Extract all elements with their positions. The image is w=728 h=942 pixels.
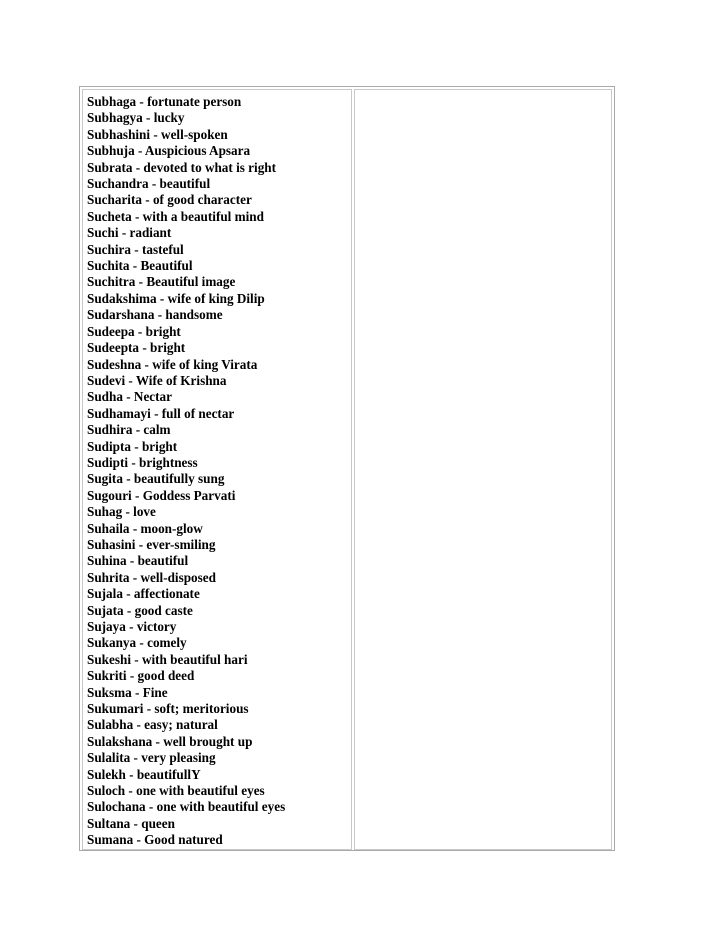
name-list — [87, 94, 351, 849]
name-entry: Sudarshana - handsome — [87, 307, 223, 323]
name-entry: Sulochana - one with beautiful eyes — [87, 799, 286, 815]
name-entry: Subhagya - lucky — [87, 110, 185, 126]
name-entry: Suksma - Fine — [87, 684, 168, 700]
name-entry: Sucheta - with a beautiful mind — [87, 208, 264, 224]
name-entry: Sudipti - brightness — [87, 454, 198, 470]
name-entry: Suchita - Beautiful — [87, 258, 193, 274]
name-entry: Sudha - Nectar — [87, 389, 172, 405]
names-table — [79, 86, 615, 851]
name-entry: Sugouri - Goddess Parvati — [87, 487, 236, 503]
name-entry: Sultana - queen — [87, 815, 175, 831]
name-entry: Sukriti - good deed — [87, 668, 195, 684]
name-entry: Subhaga - fortunate person — [87, 94, 242, 109]
name-entry: Sukeshi - with beautiful hari — [87, 651, 248, 667]
name-entry: Suhaila - moon-glow — [87, 520, 203, 536]
name-entry: Sujata - good caste — [87, 602, 193, 618]
name-entry: Sulekh - beautifullY — [87, 766, 201, 782]
name-entry: Suchitra - Beautiful image — [87, 274, 236, 290]
names-cell — [82, 89, 352, 850]
name-entry: Subhashini - well-spoken — [87, 126, 228, 142]
empty-cell — [354, 89, 612, 850]
name-entry: Sudeepa - bright — [87, 323, 181, 339]
name-entry: Sulalita - very pleasing — [87, 750, 216, 766]
name-entry: Suhina - beautiful — [87, 553, 189, 569]
name-entry: Sujaya - victory — [87, 619, 177, 634]
name-entry: Sudevi - Wife of Krishna — [87, 372, 227, 388]
name-entry: Sujala - affectionate — [87, 586, 200, 602]
name-entry: Suchira - tasteful — [87, 241, 184, 257]
name-entry: Subrata - devoted to what is right — [87, 159, 277, 175]
name-entry: Suchi - radiant — [87, 225, 172, 241]
name-entry: Suchandra - beautiful — [87, 176, 211, 192]
name-entry: Suhasini - ever-smiling — [87, 536, 216, 552]
name-entry: Sudeshna - wife of king Virata — [87, 356, 258, 372]
name-entry: Sudeepta - bright — [87, 340, 186, 356]
name-entry: Sucharita - of good character — [87, 192, 252, 208]
name-entry: Sudhamayi - full of nectar — [87, 405, 235, 421]
name-entry: Suhag - love — [87, 504, 156, 520]
name-entry: Sumana - Good natured — [87, 832, 223, 848]
name-entry: Sulabha - easy; natural — [87, 717, 218, 733]
name-entry: Suhrita - well-disposed — [87, 569, 216, 585]
name-entry: Subhuja - Auspicious Apsara — [87, 143, 251, 159]
name-entry: Suloch - one with beautiful eyes — [87, 783, 265, 799]
name-entry: Sukanya - comely — [87, 635, 187, 651]
name-entry: Sudipta - bright — [87, 438, 178, 454]
name-entry: Sudakshima - wife of king Dilip — [87, 290, 265, 306]
name-entry: Sudhira - calm — [87, 422, 171, 438]
name-entry: Sulakshana - well brought up — [87, 733, 253, 749]
name-entry: Sukumari - soft; meritorious — [87, 701, 249, 717]
name-entry: Sugita - beautifully sung — [87, 471, 225, 487]
